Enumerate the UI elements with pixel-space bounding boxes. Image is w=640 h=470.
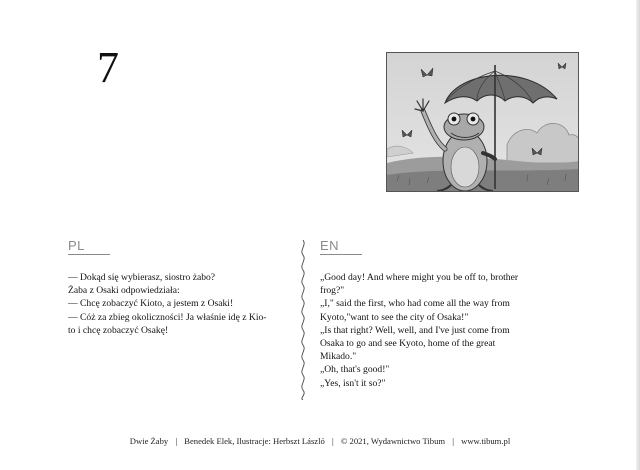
heading-pl-label: PL <box>68 238 85 253</box>
pl-line: Żaba z Osaki odpowiedziała: <box>68 285 180 297</box>
pl-line: — Cóż za zbieg okoliczności! Ja właśnie idę z Kio- <box>68 311 267 323</box>
footer-copyright: © 2021, Wydawnictwo Tibum <box>340 436 446 446</box>
footer-separator: | <box>452 436 454 446</box>
footer-title: Dwie Żaby <box>129 436 169 446</box>
english-text-column <box>320 271 546 390</box>
pl-line: — Chcę zobaczyć Kioto, a jestem z Osaki! <box>68 298 234 310</box>
footer-credits: Benedek Elek, Ilustracje: Herbszt László <box>184 436 325 446</box>
page-number: 7 <box>97 43 119 92</box>
pl-line: to i chcę zobaczyć Osakę! <box>68 324 169 336</box>
polish-text-column <box>68 271 293 337</box>
en-line: „Good day! And where might you be off to, brother <box>320 272 519 283</box>
en-line: frog?" <box>320 285 345 297</box>
wavy-column-divider <box>296 240 310 400</box>
en-line: Mikado." <box>320 351 357 363</box>
pl-line: — Dokąd się wybierasz, siostro żabo? <box>68 272 216 283</box>
en-line: „Is that right? Well, well, and I've just come from <box>320 324 510 336</box>
heading-pl-underline <box>68 254 110 255</box>
en-line: Osaka to go and see Kyoto, home of the great <box>320 338 496 350</box>
en-line: „Oh, that's good!" <box>320 364 390 376</box>
heading-en-underline <box>320 254 362 255</box>
frog-umbrella-illustration <box>386 52 579 192</box>
page-footer <box>0 436 640 446</box>
heading-en-label: EN <box>320 238 340 253</box>
column-heading-pl <box>68 238 110 255</box>
en-line: Kyoto,"want to see the city of Osaka!" <box>320 311 469 323</box>
footer-separator: | <box>331 436 334 446</box>
en-line: „Yes, isn't it so?" <box>320 377 386 389</box>
footer-website-link[interactable]: www.tibum.pl <box>461 436 511 446</box>
page-edge-shadow <box>636 0 640 470</box>
en-line: „I," said the first, who had come all the way from <box>320 298 510 310</box>
column-heading-en <box>320 238 362 255</box>
footer-separator: | <box>175 436 178 446</box>
